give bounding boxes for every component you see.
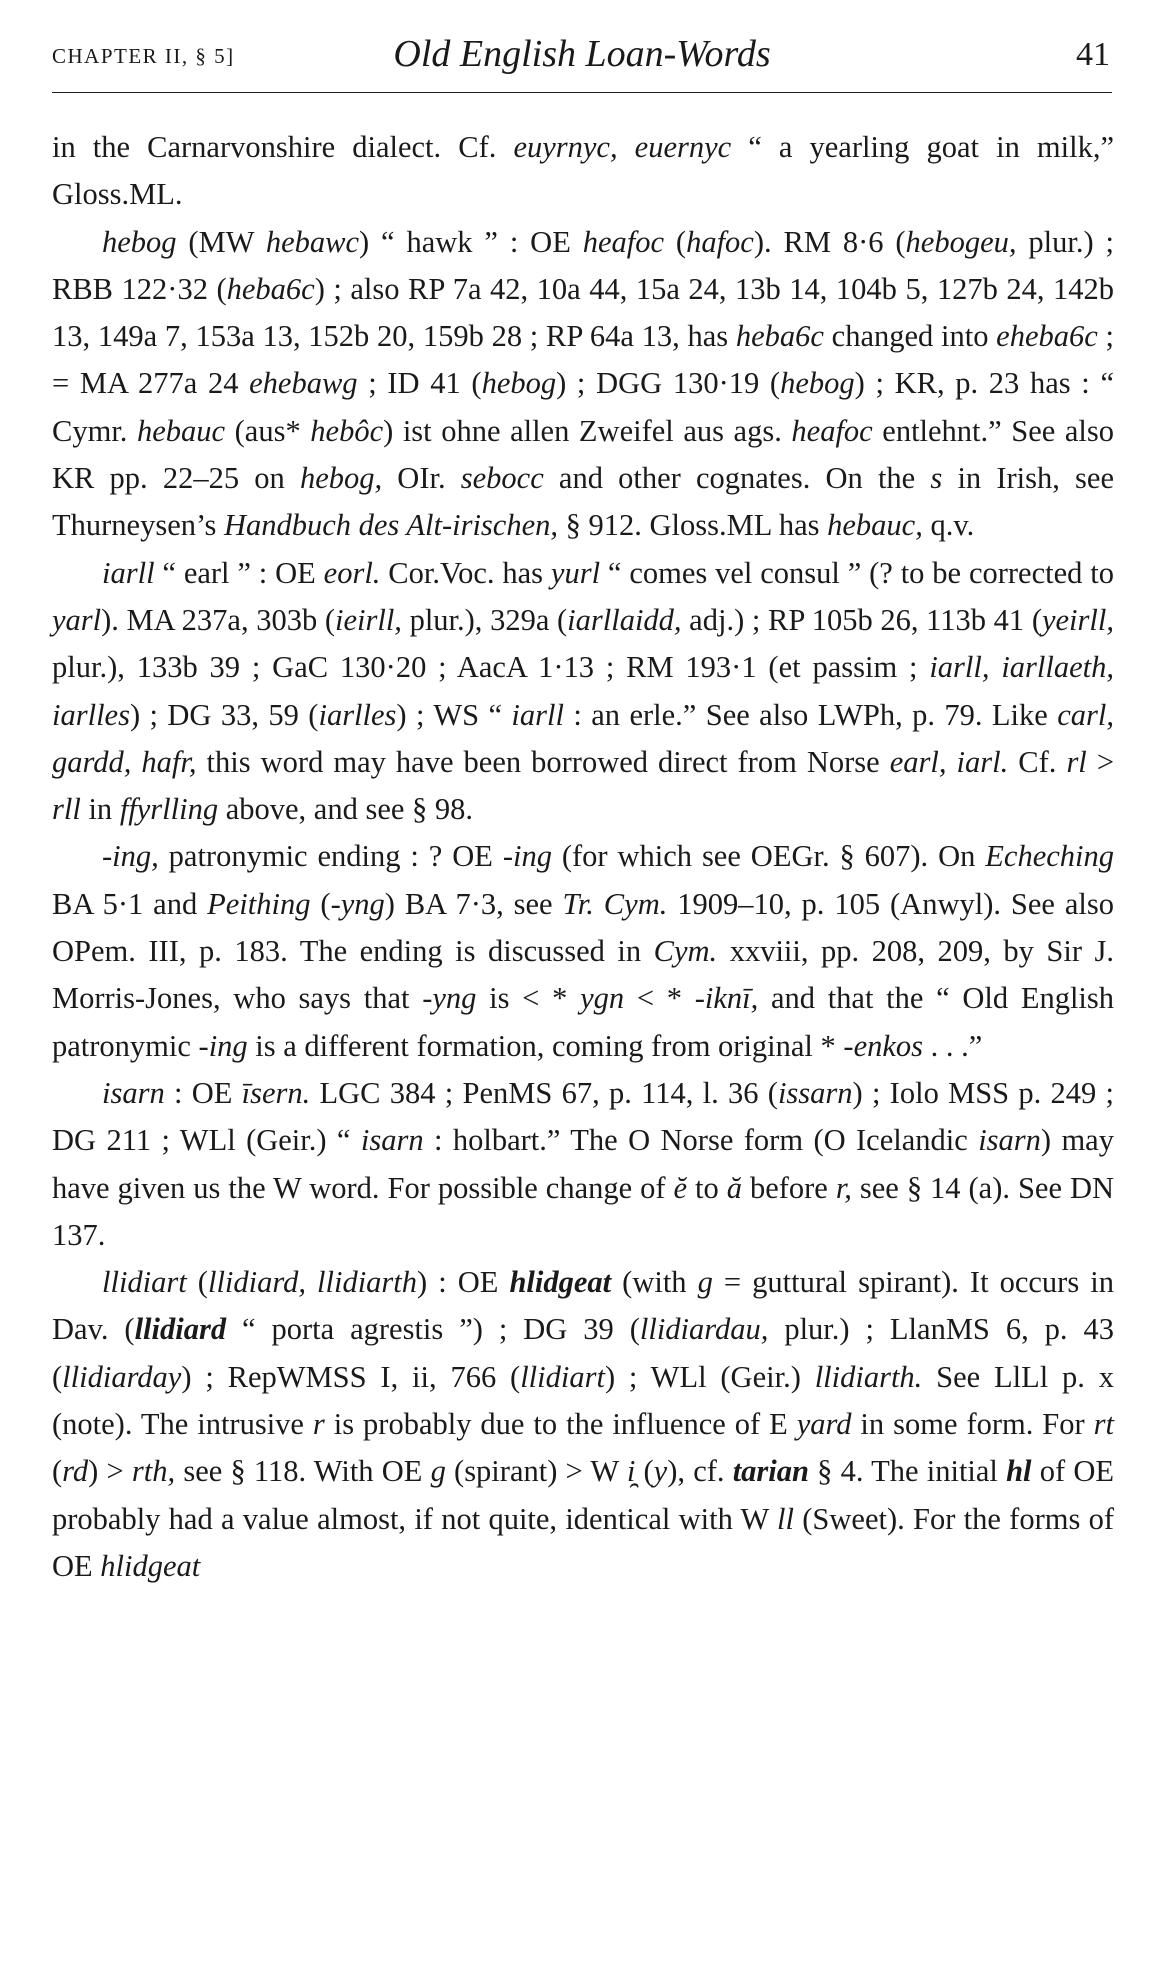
text-run: ) >	[88, 1454, 132, 1489]
text-run: ) may have given us the W word. For possible change of	[52, 1123, 1114, 1205]
italic-run: yurl	[550, 555, 601, 590]
italic-run: -iknī,	[694, 981, 759, 1016]
text-run: 1909–10, p. 105 (Anwyl). See also OPem. III, p. 183. The ending is discussed in	[52, 886, 1114, 969]
text-run: “ a yearling goat in milk,” Gloss.ML.	[52, 130, 1114, 212]
italic-run: Peithing	[207, 886, 311, 921]
text-run: in the Carnarvonshire dialect. Cf.	[52, 130, 514, 164]
text-run: and other cognates. On the	[543, 461, 931, 496]
italic-run: hafoc	[686, 224, 754, 259]
text-run: “ porta agrestis ”) ; DG 39 (	[226, 1312, 640, 1347]
italic-run: hebogeu,	[905, 224, 1017, 259]
text-run: See LlLl p. x (note). The intrusive	[52, 1359, 1115, 1442]
text-run: ) ; DG 33, 59 (	[129, 697, 319, 732]
italic-run: yard	[796, 1407, 852, 1442]
italic-run: carl, gardd, hafr,	[52, 697, 1114, 779]
chapter-reference: CHAPTER II, § 5]	[52, 44, 235, 68]
text-run: q.v.	[922, 508, 975, 543]
text-run: patronymic ending : ? OE	[158, 839, 503, 874]
page-number: 41	[1076, 36, 1110, 73]
italic-run: heafoc	[791, 413, 873, 448]
text-run: xxviii, pp. 208, 209, by Sir J. Morris-Jones, who says that	[52, 934, 1114, 1016]
text-run: < *	[624, 981, 695, 1016]
text-run: Cf.	[1008, 744, 1067, 779]
italic-run: rth,	[131, 1454, 176, 1489]
text-run: ). MA 237a, 303b (	[101, 602, 335, 637]
text-run: ) BA 7·3, see	[384, 886, 563, 921]
italic-run: heafoc	[582, 224, 665, 259]
text-run: (	[664, 224, 687, 259]
italic-run: ehebawg	[249, 366, 358, 401]
italic-run: ieirll,	[335, 602, 402, 637]
italic-run: rd	[62, 1454, 89, 1489]
text-run: (with	[611, 1265, 698, 1300]
text-run: before	[741, 1170, 836, 1205]
italic-run: Cym.	[653, 934, 718, 969]
italic-run: hl	[1006, 1454, 1032, 1489]
italic-run: hebawc	[265, 224, 359, 259]
text-run: plur.) ; RBB 122·32 (	[52, 224, 1114, 306]
entry-isarn	[52, 1070, 1114, 1259]
text-run: Cor.Voc. has	[380, 555, 551, 590]
italic-run: Tr. Cym.	[562, 886, 668, 921]
text-run: plur.), 133b 39 ; GaC 130·20 ; AacA 1·13 ; RM 193·1 (et passim ;	[52, 650, 930, 685]
italic-run: llidiard, llidiarth	[207, 1265, 418, 1300]
text-run: above, and see § 98.	[218, 792, 474, 827]
text-run: ). RM 8·6 (	[753, 224, 906, 259]
italic-run: Handbuch des Alt-irischen,	[223, 508, 558, 543]
italic-run: eorl.	[323, 555, 381, 590]
text-run: >	[1086, 744, 1115, 779]
italic-run: isarn	[102, 1075, 165, 1110]
italic-run: -ing	[502, 839, 552, 874]
text-run: in some form. For	[851, 1407, 1094, 1442]
text-run: and that the “ Old English patronymic	[52, 981, 1115, 1063]
italic-run: s	[930, 461, 943, 496]
text-run: this word may have been borrowed direct from Norse	[196, 744, 890, 779]
entry-hebog	[52, 219, 1114, 550]
italic-run: llidiarth.	[814, 1359, 923, 1394]
text-run: (MW	[176, 224, 266, 259]
italic-run: iarlles	[318, 697, 397, 732]
italic-run: eheba6c	[996, 319, 1098, 354]
text-run: ) ; also RP 7a 42, 10a 44, 15a 24, 13b 14, 104b 5, 127b 24, 142b 13, 149a 7, 153a 13, 152b 20, 159b 28 ; RP 64a 13, has	[52, 271, 1114, 354]
text-run: : an erle.” See also LWPh, p. 79. Like	[563, 697, 1058, 732]
text-run: “ comes vel consul ” (? to be corrected to	[600, 555, 1114, 590]
text-run: ) : OE	[417, 1265, 510, 1300]
italic-run: llidiart	[520, 1359, 605, 1394]
text-run: plur.), 329a (	[401, 602, 568, 637]
text-run: is a different formation, coming from original *	[247, 1028, 844, 1063]
italic-run: yarl	[52, 602, 102, 637]
italic-run: rl	[1066, 744, 1087, 779]
running-title: Old English Loan-Words	[393, 33, 771, 75]
text-run: to	[687, 1170, 727, 1205]
text-run: ), cf.	[667, 1454, 733, 1489]
text-run: (	[52, 1454, 63, 1489]
italic-run: tarian	[732, 1454, 809, 1489]
italic-run: -ing	[198, 1028, 248, 1063]
italic-run: hebog,	[299, 461, 383, 496]
italic-run: ĕ	[673, 1170, 688, 1205]
running-header	[52, 30, 1112, 93]
entry-ing	[52, 833, 1114, 1069]
text-run: : OE	[164, 1075, 242, 1110]
italic-run: llidiardau,	[639, 1312, 769, 1347]
text-run: see § 118. With OE	[175, 1454, 431, 1489]
italic-run: -enkos	[843, 1028, 924, 1063]
italic-run: y	[653, 1454, 668, 1489]
text-run: entlehnt.” See also KR pp. 22–25 on	[52, 413, 1115, 496]
italic-run: hlidgeat	[100, 1548, 201, 1583]
text-run: in Irish, see Thurneysen’s	[52, 461, 1114, 543]
italic-run: iarll	[511, 697, 564, 732]
text-run: BA 5·1 and	[52, 886, 208, 921]
italic-run: hebog	[102, 224, 177, 259]
italic-run: ygn	[580, 981, 625, 1016]
italic-run: llidiarday	[62, 1359, 182, 1394]
text-run: see § 14 (a). See DN 137.	[52, 1170, 1115, 1252]
italic-run: g	[697, 1265, 713, 1300]
text-run: § 4. The initial	[808, 1454, 1007, 1489]
body-text	[52, 124, 1114, 1590]
italic-run: i̯	[626, 1454, 636, 1489]
text-run: § 912. Gloss.ML has	[558, 508, 828, 543]
text-run: in	[80, 792, 120, 827]
text-run: . . .”	[923, 1028, 983, 1063]
text-run: of OE probably had a value almost, if not quite, identical with W	[52, 1454, 1114, 1536]
text-run: : holbart.” The O Norse form (O Icelandic	[423, 1123, 979, 1158]
italic-run: sebocc	[460, 461, 544, 496]
text-run: “ earl ” : OE	[154, 555, 324, 590]
italic-run: hebauc	[137, 413, 226, 448]
text-run: ) ist ohne allen Zweifel aus ags.	[383, 413, 792, 448]
text-run: (	[186, 1265, 208, 1300]
italic-run: earl, iarl.	[889, 744, 1009, 779]
italic-run: g	[430, 1454, 446, 1489]
italic-run: -yng	[330, 886, 385, 921]
text-run: changed into	[823, 319, 997, 354]
text-run: ) ; KR, p. 23 has : “ Cymr.	[52, 366, 1114, 448]
italic-run: llidiart	[102, 1265, 187, 1300]
italic-run: ă	[726, 1170, 742, 1205]
text-run: (Sweet). For the forms of OE	[52, 1501, 1114, 1583]
italic-run: heba6c	[735, 319, 824, 354]
italic-run: iarll	[102, 555, 155, 590]
italic-run: Echeching	[985, 839, 1114, 874]
italic-run: iarll, iarllaeth, iarlles	[52, 650, 1114, 732]
text-run: (spirant) > W	[445, 1454, 627, 1489]
text-run: LGC 384 ; PenMS 67, p. 114, l. 36 (	[310, 1075, 778, 1110]
italic-run: hebôc	[310, 413, 384, 448]
italic-run: -ing,	[102, 839, 159, 874]
text-run: = guttural spirant). It occurs in Dav. (	[52, 1265, 1114, 1347]
italic-run: ll	[777, 1501, 794, 1536]
text-run: ) ; RepWMSS I, ii, 766 (	[181, 1359, 521, 1394]
italic-run: llidiard	[134, 1312, 227, 1347]
entry-llidiart	[52, 1259, 1114, 1590]
text-run: (for which see OEGr. § 607). On	[551, 839, 986, 874]
text-run: OIr.	[382, 461, 461, 496]
text-run: ) “ hawk ” : OE	[359, 224, 583, 259]
text-run: adj.) ; RP 105b 26, 113b 41 (	[681, 602, 1042, 637]
italic-run: rt	[1093, 1407, 1114, 1442]
italic-run: yeirll,	[1041, 602, 1114, 637]
text-run: (	[635, 1454, 654, 1489]
italic-run: hebog	[481, 366, 557, 401]
italic-run: issarn	[777, 1075, 853, 1110]
text-run: ) ; WLl (Geir.)	[604, 1359, 815, 1394]
italic-run: hebog	[780, 366, 855, 401]
italic-run: iarllaidd,	[567, 602, 682, 637]
italic-run: r	[312, 1407, 325, 1442]
italic-run: heba6c	[226, 271, 315, 306]
text-run: (aus*	[225, 413, 311, 448]
text-run: ) ; Iolo MSS p. 249 ; DG 211 ; WLl (Geir.) “	[52, 1075, 1115, 1158]
entry-iarll	[52, 550, 1114, 834]
paragraph-continuation	[52, 124, 1114, 219]
text-run: is probably due to the influence of E	[324, 1407, 797, 1442]
italic-run: hebauc,	[827, 508, 923, 543]
text-run: ) ; DGG 130·19 (	[556, 366, 781, 401]
italic-run: īsern.	[241, 1075, 311, 1110]
text-run: ; = MA 277a 24	[52, 319, 1114, 401]
italic-run: ffyrlling	[119, 792, 219, 827]
italic-run: isarn	[978, 1123, 1041, 1158]
italic-run: rll	[52, 792, 81, 827]
italic-run: isarn	[360, 1123, 424, 1158]
text-run: is < *	[476, 981, 581, 1016]
text-run: plur.) ; LlanMS 6, p. 43 (	[52, 1312, 1114, 1394]
italic-run: -yng	[422, 981, 477, 1016]
italic-run: euyrnyc, euernyc	[513, 130, 732, 164]
text-run: ) ; WS “	[396, 697, 512, 732]
italic-run: r,	[835, 1170, 852, 1205]
italic-run: hlidgeat	[509, 1265, 612, 1300]
text-run: (	[310, 886, 331, 921]
text-run: ; ID 41 (	[357, 366, 482, 401]
